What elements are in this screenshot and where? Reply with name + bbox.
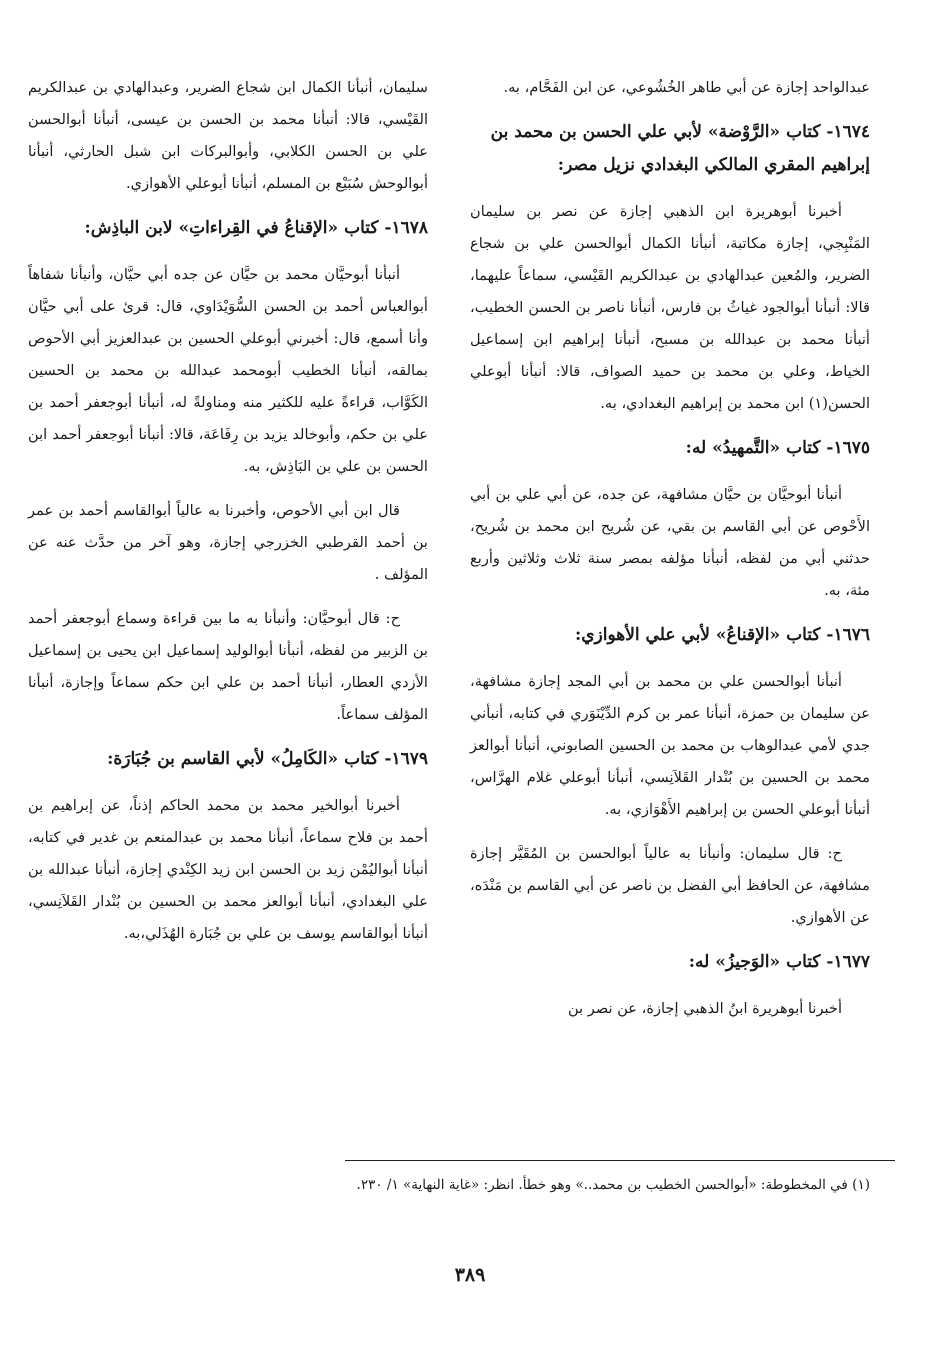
paragraph: أنبأنا أبوحيَّان بن حيَّان مشافهة، عن جده، عن أبي علي بن أبي الأَحْوص عن أبي القاسم بن بقي، عن شُريح ابن محمد بن شُريح، حدثني أبي من لفظه، أنبأنا مؤلفه بمصر سنة ثلاث وثلاثين وأربع مئة، به. xyxy=(470,486,870,599)
section-heading-1677: ١٦٧٧- كتاب «الوَجيزُ» له: xyxy=(688,952,870,972)
paragraph: سليمان، أنبأنا الكمال ابن شجاع الضرير، وعبدالهادي بن عبدالكريم القَيْسي، قالا: أنبأنا محمد بن الحسن بن عيسى، أنبأنا أبوالحسن علي بن الحسن الكلابي، وأبوالبركات ابن شبل الحارثي، أنبأنا أبوالوحش سُبَيْع بن المسلم، أنبأنا أبوعلي الأهوازي. xyxy=(28,79,428,192)
paragraph: قال ابن أبي الأحوص، وأخبرنا به عالياً أبوالقاسم أحمد بن عمر بن أحمد القرطبي الخزرجي إجازة، وهو آخر من حدَّث عنه عن المؤلف . xyxy=(28,502,428,583)
paragraph: عبدالواحد إجازة عن أبي طاهر الخُشُوعي، عن ابن الفَحَّام، به. xyxy=(503,79,870,96)
section-heading-1675: ١٦٧٥- كتاب «التَّمهيدُ» له: xyxy=(685,438,870,458)
paragraph: أخبرنا أبوالخير محمد بن محمد الحاكم إذناً، عن إبراهيم بن أحمد بن فلاح سماعاً، أنبأنا محمد بن عبدالمنعم بن غدير في كتابه، أنبأنا أبواليُمْن زيد بن الحسن ابن زيد الكِنْدي إجازة، أنبأنا عبدالله بن علي البغدادي، أنبأنا أبوالعز محمد بن الحسين بن بُنْدار القَلاَنِسي، أنبأنا أبوالقاسم يوسف بن علي بن جُبَارة الهُذَلي،به. xyxy=(28,797,428,942)
left-column xyxy=(28,72,428,962)
section-heading-1679: ١٦٧٩- كتاب «الكَامِلُ» لأبي القاسم بن جُبَارَة: xyxy=(107,749,428,769)
paragraph: ح: قال سليمان: وأنبأنا به عالياً أبوالحسن بن المُقَيَّر إجازة مشافهة، عن الحافظ أبي الفضل بن ناصر عن أبي القاسم بن مَنْدَه، عن الأهوازي. xyxy=(470,845,870,926)
section-heading-1678: ١٦٧٨- كتاب «الإقناعُ في القِراءاتِ» لابن الباذِش: xyxy=(84,218,428,238)
section-heading-1676: ١٦٧٦- كتاب «الإقناعُ» لأبي علي الأهوازي: xyxy=(574,625,870,645)
paragraph: أنبأنا أبوحيَّان محمد بن حيَّان عن جده أبي حيَّان، وأنبأنا شفاهاً أبوالعباس أحمد بن الحسن السُّوَيْدَاوي، قال: قرئ على أبي حيَّان وأنا أسمع، قال: أخبرني أبوعلي الحسين بن عبدالعزيز أبي الأحوص بمالقه، أنبأنا الخطيب أبومحمد عبدالله بن محمد بن الحسين الكَوَّاب، قراءةً عليه للكثير منه ومناولةً له، أنبأنا أبوجعفر أحمد بن علي بن حكم، وأبوخالد يزيد بن رِفَاعَة، قالا: أنبأنا أبوجعفر أحمد ابن الحسن بن علي بن البَاذِش، به. xyxy=(28,266,428,475)
paragraph: ح: قال أبوحيَّان: وأنبأنا به ما بين قراءة وسماع أبوجعفر أحمد بن الزبير من لفظه، أنبأنا أبوالوليد إسماعيل ابن يحيى بن إسماعيل الأزدي العطار، أنبأنا أحمد بن علي ابن حكم سماعاً وإجازة، أنبأنا المؤلف سماعاً. xyxy=(28,610,428,723)
paragraph: أخبرنا أبوهريرة ابنُ الذهبي إجازة، عن نصر بن xyxy=(567,1000,842,1017)
page-number: ٣٨٩ xyxy=(454,1264,486,1286)
footnote-divider xyxy=(345,1160,895,1161)
paragraph: أخبرنا أبوهريرة ابن الذهبي إجازة عن نصر بن سليمان المَنْبِجي، إجازة مكاتبة، أنبأنا الكمال أبوالحسن علي بن شجاع الضرير، والمُعين عبدالهادي بن عبدالكريم القَيْسي، سماعاً عليهما، قالا: أنبأنا أبوالجود غياثُ بن فارس، أنبأنا ناصر بن الحسن الخطيب، أنبأنا محمد بن عبدالله بن مسبح، أنبأنا إبراهيم ابن إسماعيل الخياط، وعلي بن محمد بن حميد الصواف، قالا: أنبأنا أبوعلي الحسن(١) ابن محمد بن إبراهيم البغدادي، به. xyxy=(470,203,870,412)
section-heading-1674: ١٦٧٤- كتاب «الرَّوْضة» لأبي علي الحسن بن محمد بن إبراهيم المقري المالكي البغدادي نزيل مصر: xyxy=(490,122,870,175)
right-column xyxy=(470,72,870,1037)
paragraph: أنبأنا أبوالحسن علي بن محمد بن أبي المجد إجازة مشافهة، عن سليمان بن حمزة، أنبأنا عمر بن كرم الدِّيْنَوَري في كتابه، أنبأني جدي لأمي عبدالوهاب بن محمد بن الحسين الصابوني، أنبأنا أبوالعز محمد بن الحسين بن بُنْدار القَلاَنِسي، أنبأنا أبوعلي غلام الهرَّاس، أنبأنا أبوعلي الحسن بن إبراهيم الأَهْوَازي، به. xyxy=(470,673,870,818)
footnote: (١) في المخطوطة: «أبوالحسن الخطيب بن محمد..» وهو خطأ. انظر: «غاية النهاية» ١/ ٢٣٠. xyxy=(356,1177,870,1193)
